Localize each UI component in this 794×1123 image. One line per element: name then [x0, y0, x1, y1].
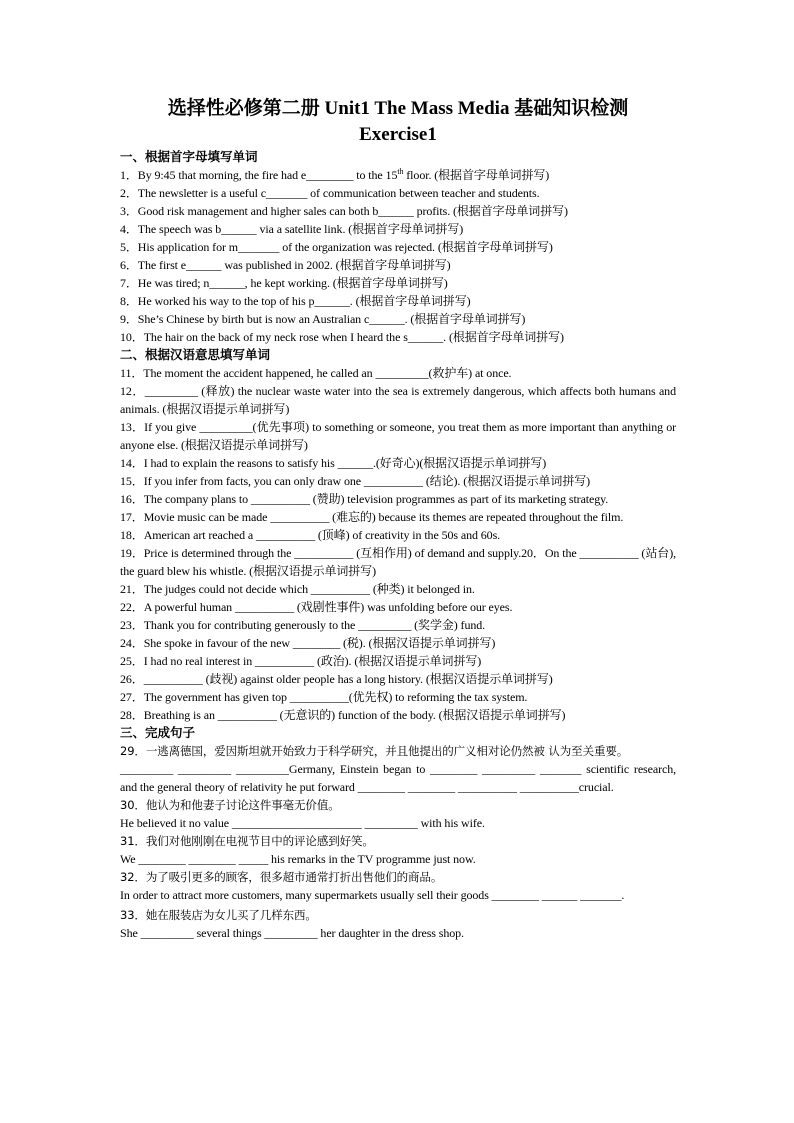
- question-10: 10．The hair on the back of my neck rose when I heard the s______. (根据首字母单词拼写): [120, 330, 564, 344]
- title-line-2: Exercise1: [359, 124, 437, 145]
- question-31-sentence: We ________ ________ _____ his remarks in the TV programme just now.: [120, 852, 476, 866]
- question-8: 8．He worked his way to the top of his p______. (根据首字母单词拼写): [120, 294, 471, 308]
- question-1-text: 1．By 9:45 that morning, the fire had e________ to the 15: [120, 168, 398, 182]
- question-9: 9．She’s Chinese by birth but is now an Australian c______. (根据首字母单词拼写): [120, 312, 526, 326]
- question-21: 21．The judges could not decide which __________ (种类) it belonged in.: [120, 582, 475, 596]
- question-13: 13．If you give _________(优先事项) to something or someone, you treat them as more important than anything or anyone else. (根据汉语提示单词拼写): [120, 420, 676, 452]
- question-30-sentence: He believed it no value ______________________ _________ with his wife.: [120, 816, 485, 830]
- title-line-1: 选择性必修第二册 Unit1 The Mass Media 基础知识检测: [167, 98, 629, 119]
- question-23: 23．Thank you for contributing generously to the _________ (奖学金) fund.: [120, 618, 486, 632]
- question-2: 2．The newsletter is a useful c_______ of communication between teacher and students.: [120, 186, 540, 200]
- question-29-prompt: 29．一逃离德国，爱因斯坦就开始致力于科学研究，并且他提出的广义相对论仍然被 认为至关重要。: [120, 744, 629, 758]
- question-28: 28．Breathing is an __________ (无意识的) function of the body. (根据汉语提示单词拼写): [120, 708, 566, 722]
- question-32-prompt: 32．为了吸引更多的顾客，很多超市通常打折出售他们的商品。: [120, 870, 443, 884]
- section-3-heading: 三、完成句子: [120, 725, 196, 740]
- question-33-sentence: She _________ several things _________ her daughter in the dress shop.: [120, 926, 464, 940]
- question-4: 4．The speech was b______ via a satellite link. (根据首字母单词拼写): [120, 222, 464, 236]
- question-25: 25．I had no real interest in __________ (政治). (根据汉语提示单词拼写): [120, 654, 482, 668]
- section-1-heading: 一、根据首字母填写单词: [120, 149, 258, 164]
- question-15: 15．If you infer from facts, you can only draw one __________ (结论). (根据汉语提示单词拼写): [120, 474, 591, 488]
- question-17: 17．Movie music can be made __________ (难忘的) because its themes are repeated throughout the film.: [120, 510, 624, 524]
- question-5: 5．His application for m_______ of the organization was rejected. (根据首字母单词拼写): [120, 240, 553, 254]
- question-1-tail: floor. (根据首字母单词拼写): [403, 168, 550, 182]
- question-3: 3．Good risk management and higher sales can both b______ profits. (根据首字母单词拼写): [120, 204, 568, 218]
- question-30-prompt: 30．他认为和他妻子讨论这件事毫无价值。: [120, 798, 340, 812]
- question-33-prompt: 33．她在服装店为女儿买了几样东西。: [120, 908, 317, 922]
- question-12: 12．_________ (释放) the nuclear waste water into the sea is extremely dangerous, which affects both humans and animals. (根据汉语提示单词拼写): [120, 384, 676, 416]
- question-16: 16．The company plans to __________ (赞助) television programmes as part of its marketing strategy.: [120, 492, 609, 506]
- question-7: 7．He was tired; n______, he kept working. (根据首字母单词拼写): [120, 276, 448, 290]
- question-27: 27．The government has given top __________(优先权) to reforming the tax system.: [120, 690, 528, 704]
- question-24: 24．She spoke in favour of the new ________ (税). (根据汉语提示单词拼写): [120, 636, 496, 650]
- question-19-20: 19．Price is determined through the __________ (互相作用) of demand and supply.20．On the __________ (站台), the guard blew his whistle. (根据汉语提示单词拼写): [120, 546, 676, 578]
- document-title: [120, 96, 676, 148]
- question-29-sentence: _________ _________ _________Germany, Einstein began to ________ _________ _______ scientific research, and the general theory of relativity he put forward ________ ________ __________ __________crucial.: [120, 762, 676, 794]
- question-32-sentence: In order to attract more customers, many supermarkets usually sell their goods ________ ______ _______.: [120, 888, 625, 902]
- section-2-heading: 二、根据汉语意思填写单词: [120, 347, 271, 362]
- question-22: 22．A powerful human __________ (戏剧性事件) was unfolding before our eyes.: [120, 600, 513, 614]
- question-6: 6．The first e______ was published in 2002. (根据首字母单词拼写): [120, 258, 451, 272]
- question-26: 26．__________ (歧视) against older people has a long history. (根据汉语提示单词拼写): [120, 672, 553, 686]
- question-31-prompt: 31．我们对他刚刚在电视节目中的评论感到好笑。: [120, 834, 374, 848]
- question-1-superscript: th: [397, 167, 404, 176]
- question-11: 11．The moment the accident happened, he called an _________(救护车) at once.: [120, 366, 512, 380]
- question-18: 18．American art reached a __________ (顶峰) of creativity in the 50s and 60s.: [120, 528, 501, 542]
- document-page: [120, 96, 676, 942]
- question-1: [120, 166, 676, 184]
- question-14: 14．I had to explain the reasons to satisfy his ______.(好奇心)(根据汉语提示单词拼写): [120, 456, 547, 470]
